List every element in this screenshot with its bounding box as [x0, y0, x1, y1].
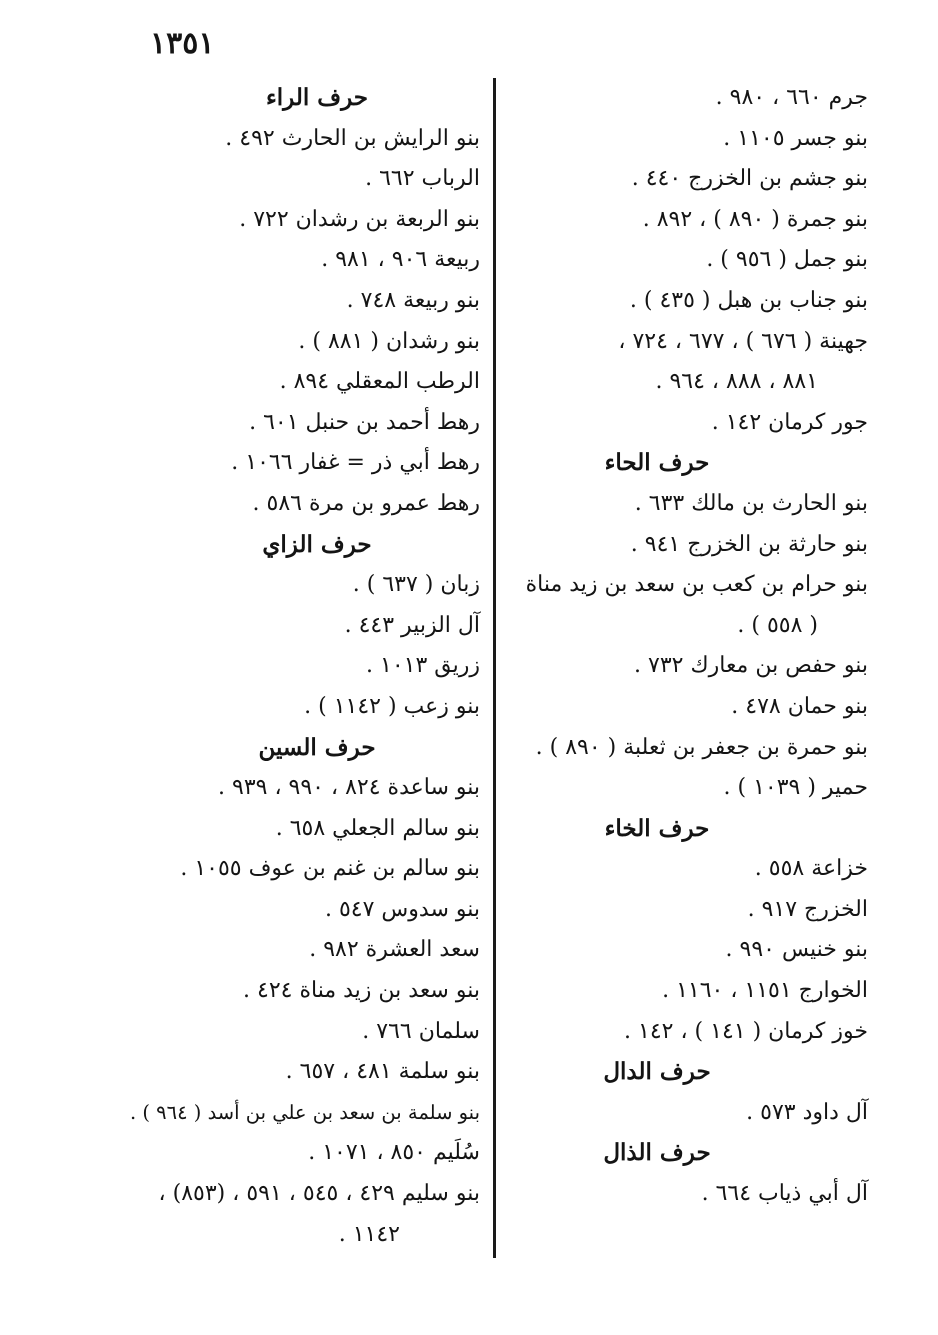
index-entry: بنو سدوس ٥٤٧ .	[324, 896, 480, 922]
index-entry-continuation: ١١٤٢ .	[338, 1221, 400, 1247]
index-entry: الرطب المعقلي ٨٩٤ .	[279, 369, 480, 395]
index-entry: بنو ربيعة ٧٤٨ .	[346, 287, 480, 313]
index-entry: بنو حرام بن كعب بن سعد بن زيد مناة	[525, 572, 868, 598]
column-divider	[493, 78, 496, 1258]
index-entry: بنو حمان ٤٧٨ .	[731, 693, 868, 719]
index-entry: جرم ٦٦٠ ، ٩٨٠ .	[715, 85, 868, 110]
index-entry: الخزرج ٩١٧ .	[747, 896, 868, 922]
index-entry: سُلَيم ٨٥٠ ، ١٠٧١ .	[308, 1140, 480, 1166]
index-entry: بنو جشم بن الخزرج ٤٤٠ .	[631, 166, 868, 192]
index-entry: رهط عمرو بن مرة ٥٨٦ .	[252, 490, 480, 516]
index-entry: بنو زعب ( ١١٤٢ ) .	[304, 693, 480, 719]
section-heading: حرف الدال	[603, 1058, 711, 1086]
index-entry: بنو حفص بن معارك ٧٣٢ .	[634, 653, 868, 679]
index-entry: زريق ١٠١٣ .	[366, 653, 480, 679]
index-entry: بنو سلمة ٤٨١ ، ٦٥٧ .	[285, 1059, 480, 1085]
index-entry: بنو سليم ٤٢٩ ، ٥٤٥ ، ٥٩١ ، (٨٥٣) ،	[158, 1181, 480, 1207]
section-heading: حرف الراء	[265, 84, 369, 111]
index-entry: بنو حمرة بن جعفر بن ثعلبة ( ٨٩٠ ) .	[535, 734, 868, 760]
index-entry: بنو جسر ١١٠٥ .	[723, 125, 868, 151]
index-entry: بنو الرايش بن الحارث ٤٩٢ .	[225, 125, 480, 151]
index-entry-continuation: ٨٨١ ، ٨٨٨ ، ٩٦٤ .	[655, 369, 818, 395]
index-entry: بنو سعد بن زيد مناة ٤٢٤ .	[243, 978, 480, 1004]
index-entry: خوز كرمان ( ١٤١ ) ، ١٤٢ .	[624, 1018, 868, 1044]
index-entry: آل أبي ذياب ٦٦٤ .	[701, 1181, 868, 1207]
index-column-right	[516, 78, 868, 1215]
index-entry: بنو الحارث بن مالك ٦٣٣ .	[634, 490, 868, 516]
index-entry: جهينة ( ٦٧٦ ) ، ٦٧٧ ، ٧٢٤ ،	[618, 328, 868, 354]
index-entry: خزاعة ٥٥٨ .	[754, 856, 868, 882]
index-entry: بنو حارثة بن الخزرج ٩٤١ .	[630, 531, 868, 557]
index-entry: سعد العشرة ٩٨٢ .	[309, 937, 480, 963]
index-entry: الخوارج ١١٥١ ، ١١٦٠ .	[662, 978, 868, 1004]
section-heading: حرف السين	[258, 733, 376, 761]
index-entry: بنو سالم الجعلي ٦٥٨ .	[275, 815, 480, 841]
section-heading: حرف الخاء	[604, 814, 710, 842]
index-entry: بنو سلمة بن سعد بن علي بن أسد ( ٩٦٤ ) .	[129, 1100, 480, 1124]
index-entry: سلمان ٧٦٦ .	[362, 1018, 480, 1044]
index-entry: الرباب ٦٦٢ .	[365, 166, 480, 192]
index-entry: زبان ( ٦٣٧ ) .	[352, 572, 480, 598]
index-entry: بنو جمرة ( ٨٩٠ ) ، ٨٩٢ .	[642, 206, 868, 232]
index-entry: جور كرمان ١٤٢ .	[711, 409, 868, 435]
page-number: ١٣٥١	[150, 26, 215, 61]
index-entry: بنو رشدان ( ٨٨١ ) .	[298, 328, 480, 354]
index-entry: آل الزبير ٤٤٣ .	[344, 612, 480, 638]
section-heading: حرف الزاي	[262, 530, 372, 558]
index-entry: بنو خنيس ٩٩٠ .	[725, 937, 868, 963]
index-entry-continuation: ( ٥٥٨ ) .	[737, 612, 818, 638]
index-entry: بنو جناب بن هبل ( ٤٣٥ ) .	[629, 287, 868, 313]
index-entry: بنو ساعدة ٨٢٤ ، ٩٩٠ ، ٩٣٩ .	[218, 775, 480, 801]
section-heading: حرف الحاء	[604, 449, 710, 477]
index-entry: بنو سالم بن غنم بن عوف ١٠٥٥ .	[180, 856, 480, 882]
index-entry: رهط أبي ذر = غفار ١٠٦٦ .	[231, 450, 480, 476]
index-entry: بنو جمل ( ٩٥٦ ) .	[706, 247, 868, 273]
index-entry: حمير ( ١٠٣٩ ) .	[723, 775, 868, 801]
index-entry: بنو الربعة بن رشدان ٧٢٢ .	[239, 206, 480, 232]
index-entry: رهط أحمد بن حنبل ٦٠١ .	[249, 409, 480, 435]
index-entry: آل داود ٥٧٣ .	[746, 1099, 868, 1125]
index-entry: ربيعة ٩٠٦ ، ٩٨١ .	[321, 247, 480, 273]
index-column-left	[124, 78, 480, 1255]
section-heading: حرف الذال	[603, 1139, 711, 1167]
